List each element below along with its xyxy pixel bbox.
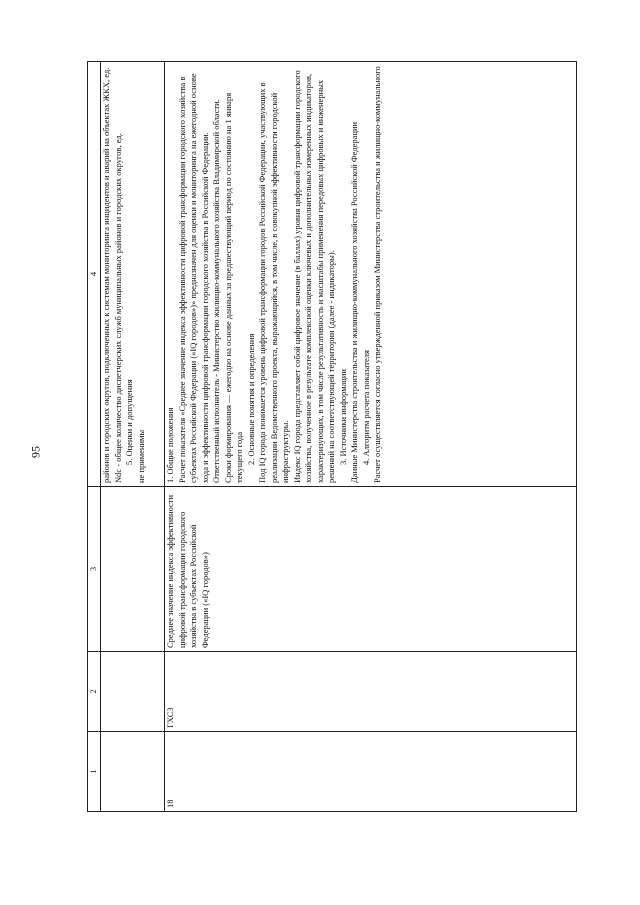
cell-description	[101, 62, 165, 487]
paragraph: Сроки формирования — ежегодно на основе данных за предшествующий период по состоянию на 1 января текущего года	[222, 92, 244, 483]
header-col-4: 4	[88, 62, 101, 487]
table-header-row	[88, 62, 101, 812]
page-number: 95	[28, 446, 43, 458]
text-line: не применимы	[135, 429, 146, 483]
section-heading: 5. Оценки и допущения	[124, 379, 134, 465]
rotated-table-container	[87, 62, 587, 812]
cell-description	[165, 62, 577, 487]
header-col-2: 2	[88, 652, 101, 732]
indicator-table	[87, 61, 577, 812]
paragraph: Расчет осуществляется согласно утвержденной приказом Министерства строительства и жилищно-коммунального	[372, 66, 382, 483]
paragraph: Индекс IQ города представляет собой цифровое значение (в баллах) уровня цифровой трансформации городского хозяйства, полученное в результате комплексной оценки ключевых и дополнительных измеренных индикаторов, характеризующих, в том числе результативность и масштабы применения передовых цифровых и инженерных решений на соответствующей территории (далее - индикаторы).	[291, 70, 336, 483]
paragraph: Расчет показателя «Среднее значение индекса эффективности цифровой трансформации городского хозяйства в субъектах Российской Федерации («IQ городов»)» предназначен для оценки и мониторинга на ежегодной основе хода и эффективности цифровой трансформации городского хозяйства в Российской Федерации.	[176, 73, 210, 483]
cell-code: ГХС3	[165, 652, 577, 732]
cell-indicator	[101, 487, 165, 652]
header-col-1: 1	[88, 732, 101, 812]
cell-indicator: Среднее значение индекса эффективности цифровой трансформации городского хозяйства в субъектах Российской Федерации («IQ городов»)	[165, 487, 577, 652]
table-row	[165, 62, 577, 812]
paragraph: Ответственный исполнитель - Министерство жилищно-коммунального хозяйства Владимирской области.	[211, 99, 221, 483]
section-heading: 2. Основные понятия и определения	[245, 333, 256, 465]
cell-number: 18	[165, 732, 577, 812]
table-row	[101, 62, 165, 812]
section-heading: 1. Общие положения	[165, 407, 175, 483]
cell-code	[101, 652, 165, 732]
text-line: районов и городских округов, подключенных к системам мониторинга инцидентов и аварий на объектах ЖКХ, ед.	[101, 67, 111, 483]
section-heading: 4. Алгоритм расчета показателя	[360, 350, 371, 465]
text-line: Ndc - общее количество диспетчерских служб муниципальных районов и городских округов, ед.	[112, 133, 123, 483]
paragraph: Данные Министерства строительства и жилищно-коммунального хозяйства Российской Федерации	[349, 121, 359, 483]
section-heading: 3. Источники информации	[337, 369, 348, 465]
paragraph: Под IQ города понимается уровень цифровой трансформации городов Российской Федерации, участвующих в реализации Ведомственного проекта, выражающийся, в том числе, в совокупной эффективности городской инфраструктуры.	[257, 82, 290, 483]
cell-number	[101, 732, 165, 812]
header-col-3: 3	[88, 487, 101, 652]
